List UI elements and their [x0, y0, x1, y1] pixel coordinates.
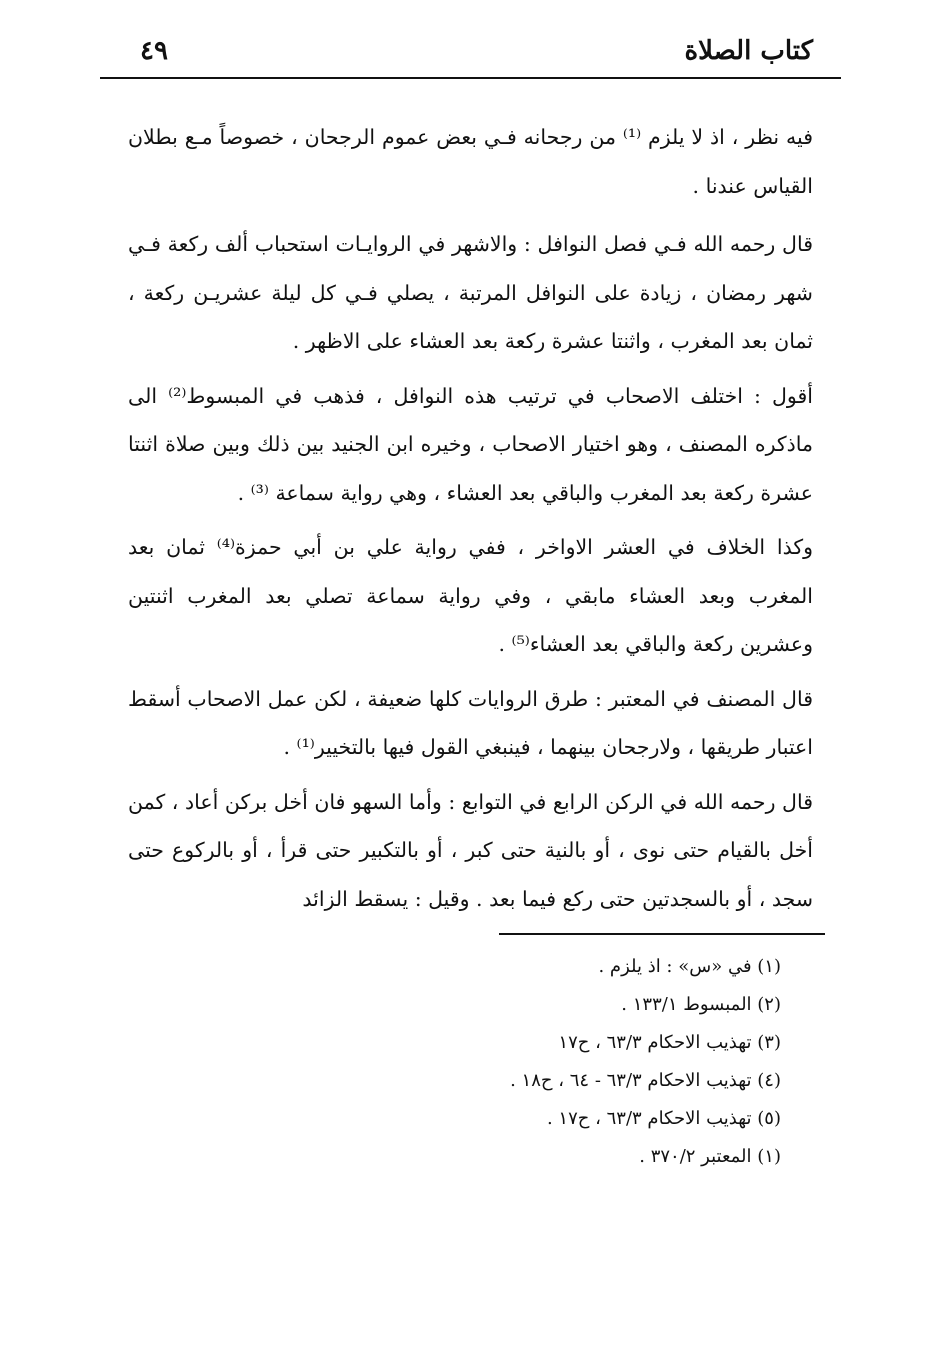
footnote-6: (١) المعتبر ٣٧٠/٢ . — [639, 1146, 781, 1167]
footnote-2: (٢) المبسوط ١٣٣/١ . — [621, 994, 781, 1015]
footnote-5: (٥) تهذيب الاحكام ٦٣/٣ ، ح١٧ . — [546, 1108, 781, 1129]
body-text — [128, 113, 813, 929]
paragraph-3: أقول : اختلف الاصحاب في ترتيب هذه النوافل ، فذهب في المبسوط⁽²⁾ الى ماذكره المصنف ، وهو اختيار الاصحاب ، وخيره ابن الجنيد بين ذلك وبين صلاة اثنتا عشرة ركعة بعد المغرب والباقي بعد العشاء ، وهي رواية سماعة ⁽³⁾ . — [128, 383, 813, 505]
footnote-3: (٣) تهذيب الاحكام ٦٣/٣ ، ح١٧ — [558, 1032, 781, 1053]
header-rule — [100, 77, 841, 79]
paragraph-2: قال رحمه الله فـي فصل النوافل : والاشهر في الروايـات استحباب ألف ركعة فـي شهر رمضان ، زيادة على النوافل المرتبة ، يصلي فـي كل ليلة عشريـن ركعة ، ثمان بعد المغرب ، واثنتا عشرة ركعة بعد العشاء على الاظهر . — [128, 232, 813, 353]
paragraph-1: فيه نظر ، اذ لا يلزم ⁽¹⁾ من رجحانه فـي بعض عموم الرجحان ، خصوصاً مـع بطلان القياس عندنا . — [128, 125, 813, 198]
page-number: ٤٩ — [140, 36, 168, 66]
page-header — [100, 28, 813, 76]
footnote-4: (٤) تهذيب الاحكام ٦٣/٣ - ٦٤ ، ح١٨ . — [510, 1070, 781, 1091]
footnote-1: (١) في «س» : اذ يلزم . — [598, 956, 781, 977]
footnotes — [261, 948, 781, 1176]
paragraph-4: وكذا الخلاف في العشر الاواخر ، ففي رواية علي بن أبي حمزة⁽⁴⁾ ثمان بعد المغرب وبعد العشاء مابقي ، وفي رواية سماعة تصلي بعد المغرب اثنتين وعشرين ركعة والباقي بعد العشاء⁽⁵⁾ . — [128, 535, 814, 656]
book-title: كتاب الصلاة — [684, 36, 813, 66]
paragraph-5: قال المصنف في المعتبر : طرق الروايات كلها ضعيفة ، لكن عمل الاصحاب أسقط اعتبار طريقها ، ولارجحان بينهما ، فينبغي القول فيها بالتخيير⁽¹⁾ . — [128, 686, 813, 759]
paragraph-6: قال رحمه الله في الركن الرابع في التوابع : وأما السهو فان أخل بركن أعاد ، كمن أخل بالقيام حتى نوى ، أو بالنية حتى كبر ، أو بالتكبير حتى قرأ ، أو بالركوع حتى سجد ، أو بالسجدتين حتى ركع فيما بعد . وقيل : يسقط الزائد — [128, 789, 813, 911]
footnote-rule — [499, 933, 825, 935]
